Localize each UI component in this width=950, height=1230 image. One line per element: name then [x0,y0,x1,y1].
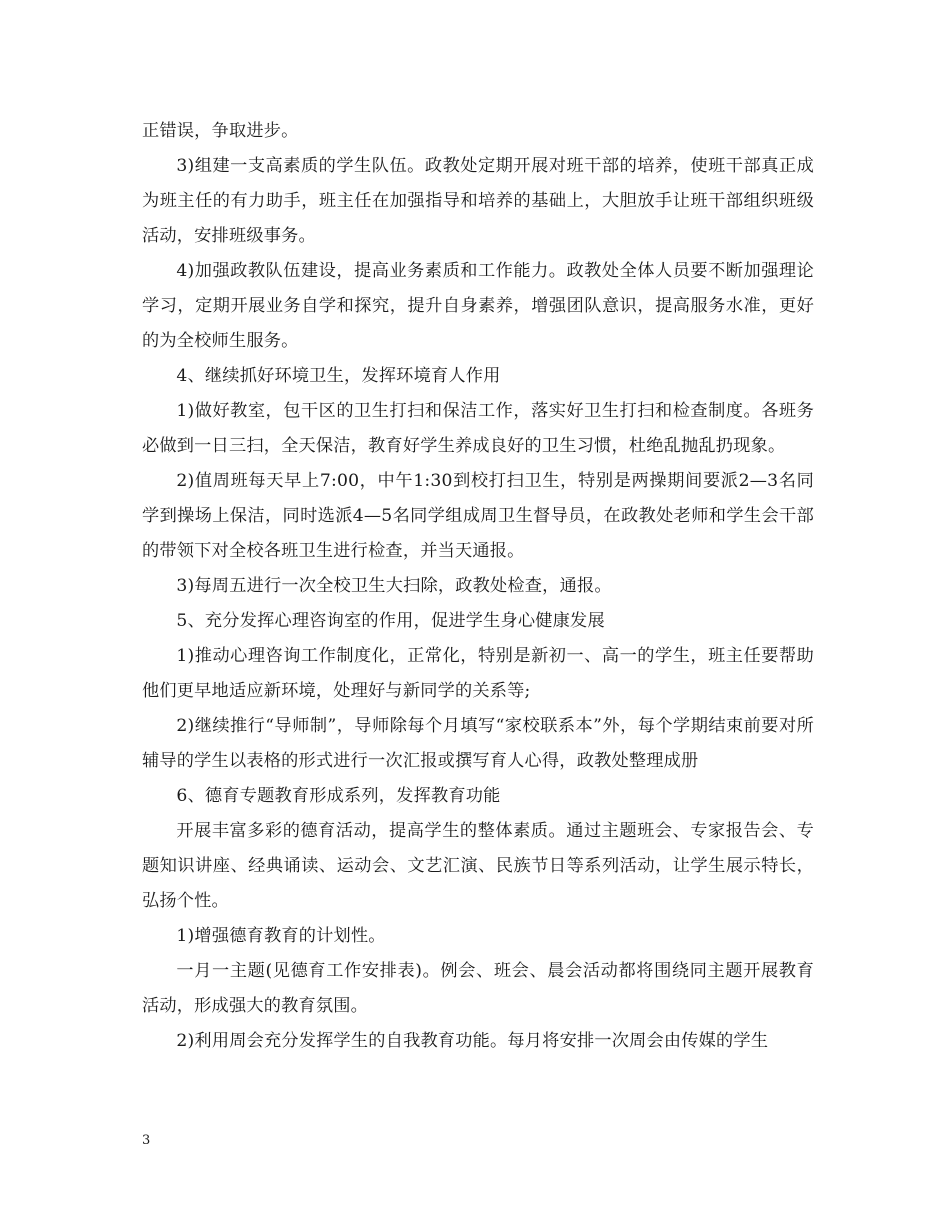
paragraph-7: 3)每周五进行一次全校卫生大扫除，政教处检查，通报。 [176,576,612,596]
paragraph-5: 1)做好教室，包干区的卫生打扫和保洁工作，落实好卫生打扫和检查制度。各班务必做到一日三扫，全天保洁，教育好学生养成良好的卫生习惯，杜绝乱抛乱扔现象。 [142,401,814,456]
page-number: 3 [142,1133,151,1148]
paragraph-15: 2)利用周会充分发挥学生的自我教育功能。每月将安排一次周会由传媒的学生 [176,1031,769,1051]
paragraph-9: 1)推动心理咨询工作制度化，正常化，特别是新初一、高一的学生，班主任要帮助他们更早地适应新环境，处理好与新同学的关系等; [142,646,814,701]
paragraph-1: 正错误，争取进步。 [142,121,299,141]
paragraph-10: 2)继续推行“导师制”，导师除每个月填写“家校联系本”外，每个学期结束前要对所辅导的学生以表格的形式进行一次汇报或撰写育人心得，政教处整理成册 [142,716,814,771]
section-heading-4: 4、继续抓好环境卫生，发挥环境育人作用 [176,366,501,386]
section-heading-5: 5、充分发挥心理咨询室的作用，促进学生身心健康发展 [176,611,605,631]
paragraph-2: 3)组建一支高素质的学生队伍。政教处定期开展对班干部的培养，使班干部真正成为班主任的有力助手，班主任在加强指导和培养的基础上，大胆放手让班干部组织班级活动，安排班级事务。 [142,156,814,246]
section-heading-6: 6、德育专题教育形成系列，发挥教育功能 [176,786,501,806]
paragraph-13: 1)增强德育教育的计划性。 [176,926,386,946]
paragraph-14: 一月一主题(见德育工作安排表)。例会、班会、晨会活动都将围绕同主题开展教育活动，形成强大的教育氛围。 [142,961,814,1016]
paragraph-6: 2)值周班每天早上7:00，中午1:30到校打扫卫生，特别是两操期间要派2—3名同学到操场上保洁，同时选派4—5名同学组成周卫生督导员，在政教处老师和学生会干部的带领下对全校各班卫生进行检查，并当天通报。 [142,471,814,561]
paragraph-3: 4)加强政教队伍建设，提高业务素质和工作能力。政教处全体人员要不断加强理论学习，定期开展业务自学和探究，提升自身素养，增强团队意识，提高服务水准，更好的为全校师生服务。 [142,261,814,351]
document-body [142,114,814,1059]
paragraph-12: 开展丰富多彩的德育活动，提高学生的整体素质。通过主题班会、专家报告会、专题知识讲座、经典诵读、运动会、文艺汇演、民族节日等系列活动，让学生展示特长，弘扬个性。 [142,821,814,911]
